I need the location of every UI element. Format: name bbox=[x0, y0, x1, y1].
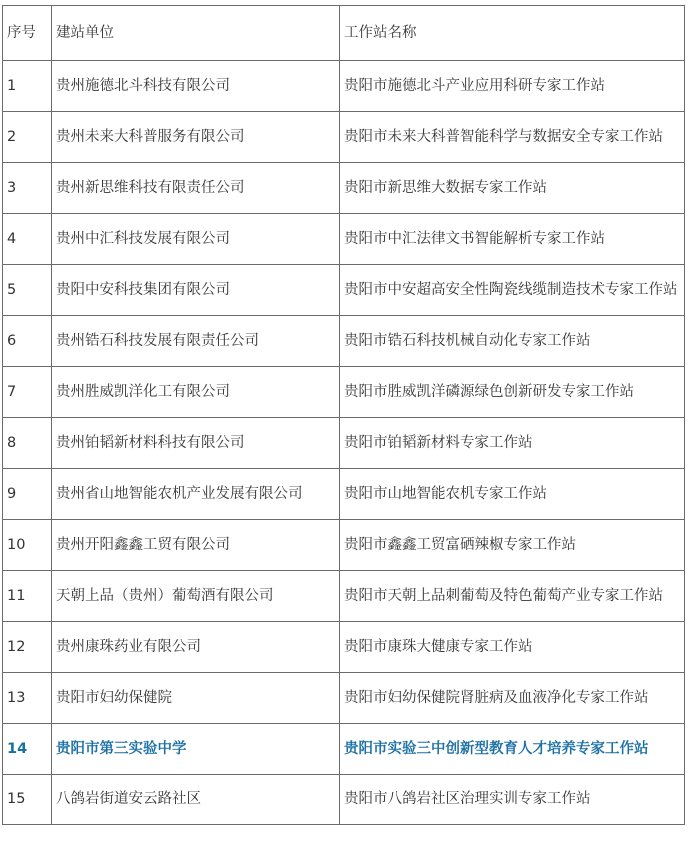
cell-no: 10 bbox=[3, 520, 52, 571]
cell-no: 9 bbox=[3, 469, 52, 520]
table-row bbox=[3, 775, 685, 825]
cell-no: 3 bbox=[3, 163, 52, 214]
cell-name: 贵阳市康珠大健康专家工作站 bbox=[340, 622, 685, 673]
cell-unit: 天朝上品（贵州）葡萄酒有限公司 bbox=[52, 571, 340, 622]
table-row bbox=[3, 265, 685, 316]
cell-unit: 贵州省山地智能农机产业发展有限公司 bbox=[52, 469, 340, 520]
cell-no: 14 bbox=[3, 724, 52, 775]
cell-name: 贵阳市八鸽岩社区治理实训专家工作站 bbox=[340, 775, 685, 825]
cell-name: 贵阳市未来大科普智能科学与数据安全专家工作站 bbox=[340, 112, 685, 163]
cell-no: 8 bbox=[3, 418, 52, 469]
cell-unit: 贵州锆石科技发展有限责任公司 bbox=[52, 316, 340, 367]
table-row bbox=[3, 61, 685, 112]
cell-unit: 贵阳市妇幼保健院 bbox=[52, 673, 340, 724]
header-cell-name: 工作站名称 bbox=[340, 6, 685, 61]
cell-no: 7 bbox=[3, 367, 52, 418]
table-row bbox=[3, 112, 685, 163]
table-row bbox=[3, 469, 685, 520]
table-header-row bbox=[3, 6, 685, 61]
cell-name: 贵阳市鑫鑫工贸富硒辣椒专家工作站 bbox=[340, 520, 685, 571]
table-row bbox=[3, 214, 685, 265]
cell-no: 6 bbox=[3, 316, 52, 367]
cell-unit: 贵州铂韬新材料科技有限公司 bbox=[52, 418, 340, 469]
cell-name: 贵阳市锆石科技机械自动化专家工作站 bbox=[340, 316, 685, 367]
cell-no: 5 bbox=[3, 265, 52, 316]
cell-name: 贵阳市施德北斗产业应用科研专家工作站 bbox=[340, 61, 685, 112]
cell-unit: 贵州胜威凯洋化工有限公司 bbox=[52, 367, 340, 418]
table-row bbox=[3, 622, 685, 673]
cell-no: 12 bbox=[3, 622, 52, 673]
cell-unit: 贵阳市第三实验中学 bbox=[52, 724, 340, 775]
table-row bbox=[3, 367, 685, 418]
cell-unit: 贵州未来大科普服务有限公司 bbox=[52, 112, 340, 163]
table-row bbox=[3, 520, 685, 571]
table-row bbox=[3, 163, 685, 214]
cell-no: 2 bbox=[3, 112, 52, 163]
cell-no: 15 bbox=[3, 775, 52, 825]
cell-unit: 贵州开阳鑫鑫工贸有限公司 bbox=[52, 520, 340, 571]
cell-unit: 贵州中汇科技发展有限公司 bbox=[52, 214, 340, 265]
header-cell-unit: 建站单位 bbox=[52, 6, 340, 61]
table-row bbox=[3, 673, 685, 724]
cell-no: 11 bbox=[3, 571, 52, 622]
table-row bbox=[3, 571, 685, 622]
cell-unit: 八鸽岩街道安云路社区 bbox=[52, 775, 340, 825]
cell-name: 贵阳市实验三中创新型教育人才培养专家工作站 bbox=[340, 724, 685, 775]
cell-name: 贵阳市天朝上品刺葡萄及特色葡萄产业专家工作站 bbox=[340, 571, 685, 622]
cell-no: 1 bbox=[3, 61, 52, 112]
cell-unit: 贵州施德北斗科技有限公司 bbox=[52, 61, 340, 112]
cell-unit: 贵州新思维科技有限责任公司 bbox=[52, 163, 340, 214]
cell-name: 贵阳市中安超高安全性陶瓷线缆制造技术专家工作站 bbox=[340, 265, 685, 316]
cell-name: 贵阳市胜威凯洋磷源绿色创新研发专家工作站 bbox=[340, 367, 685, 418]
cell-name: 贵阳市妇幼保健院肾脏病及血液净化专家工作站 bbox=[340, 673, 685, 724]
cell-no: 4 bbox=[3, 214, 52, 265]
header-cell-no: 序号 bbox=[3, 6, 52, 61]
cell-no: 13 bbox=[3, 673, 52, 724]
table-row bbox=[3, 316, 685, 367]
cell-name: 贵阳市山地智能农机专家工作站 bbox=[340, 469, 685, 520]
cell-unit: 贵阳中安科技集团有限公司 bbox=[52, 265, 340, 316]
cell-name: 贵阳市新思维大数据专家工作站 bbox=[340, 163, 685, 214]
expert-workstation-table bbox=[2, 5, 685, 825]
cell-unit: 贵州康珠药业有限公司 bbox=[52, 622, 340, 673]
table-row bbox=[3, 418, 685, 469]
cell-name: 贵阳市中汇法律文书智能解析专家工作站 bbox=[340, 214, 685, 265]
table-row-highlighted bbox=[3, 724, 685, 775]
cell-name: 贵阳市铂韬新材料专家工作站 bbox=[340, 418, 685, 469]
